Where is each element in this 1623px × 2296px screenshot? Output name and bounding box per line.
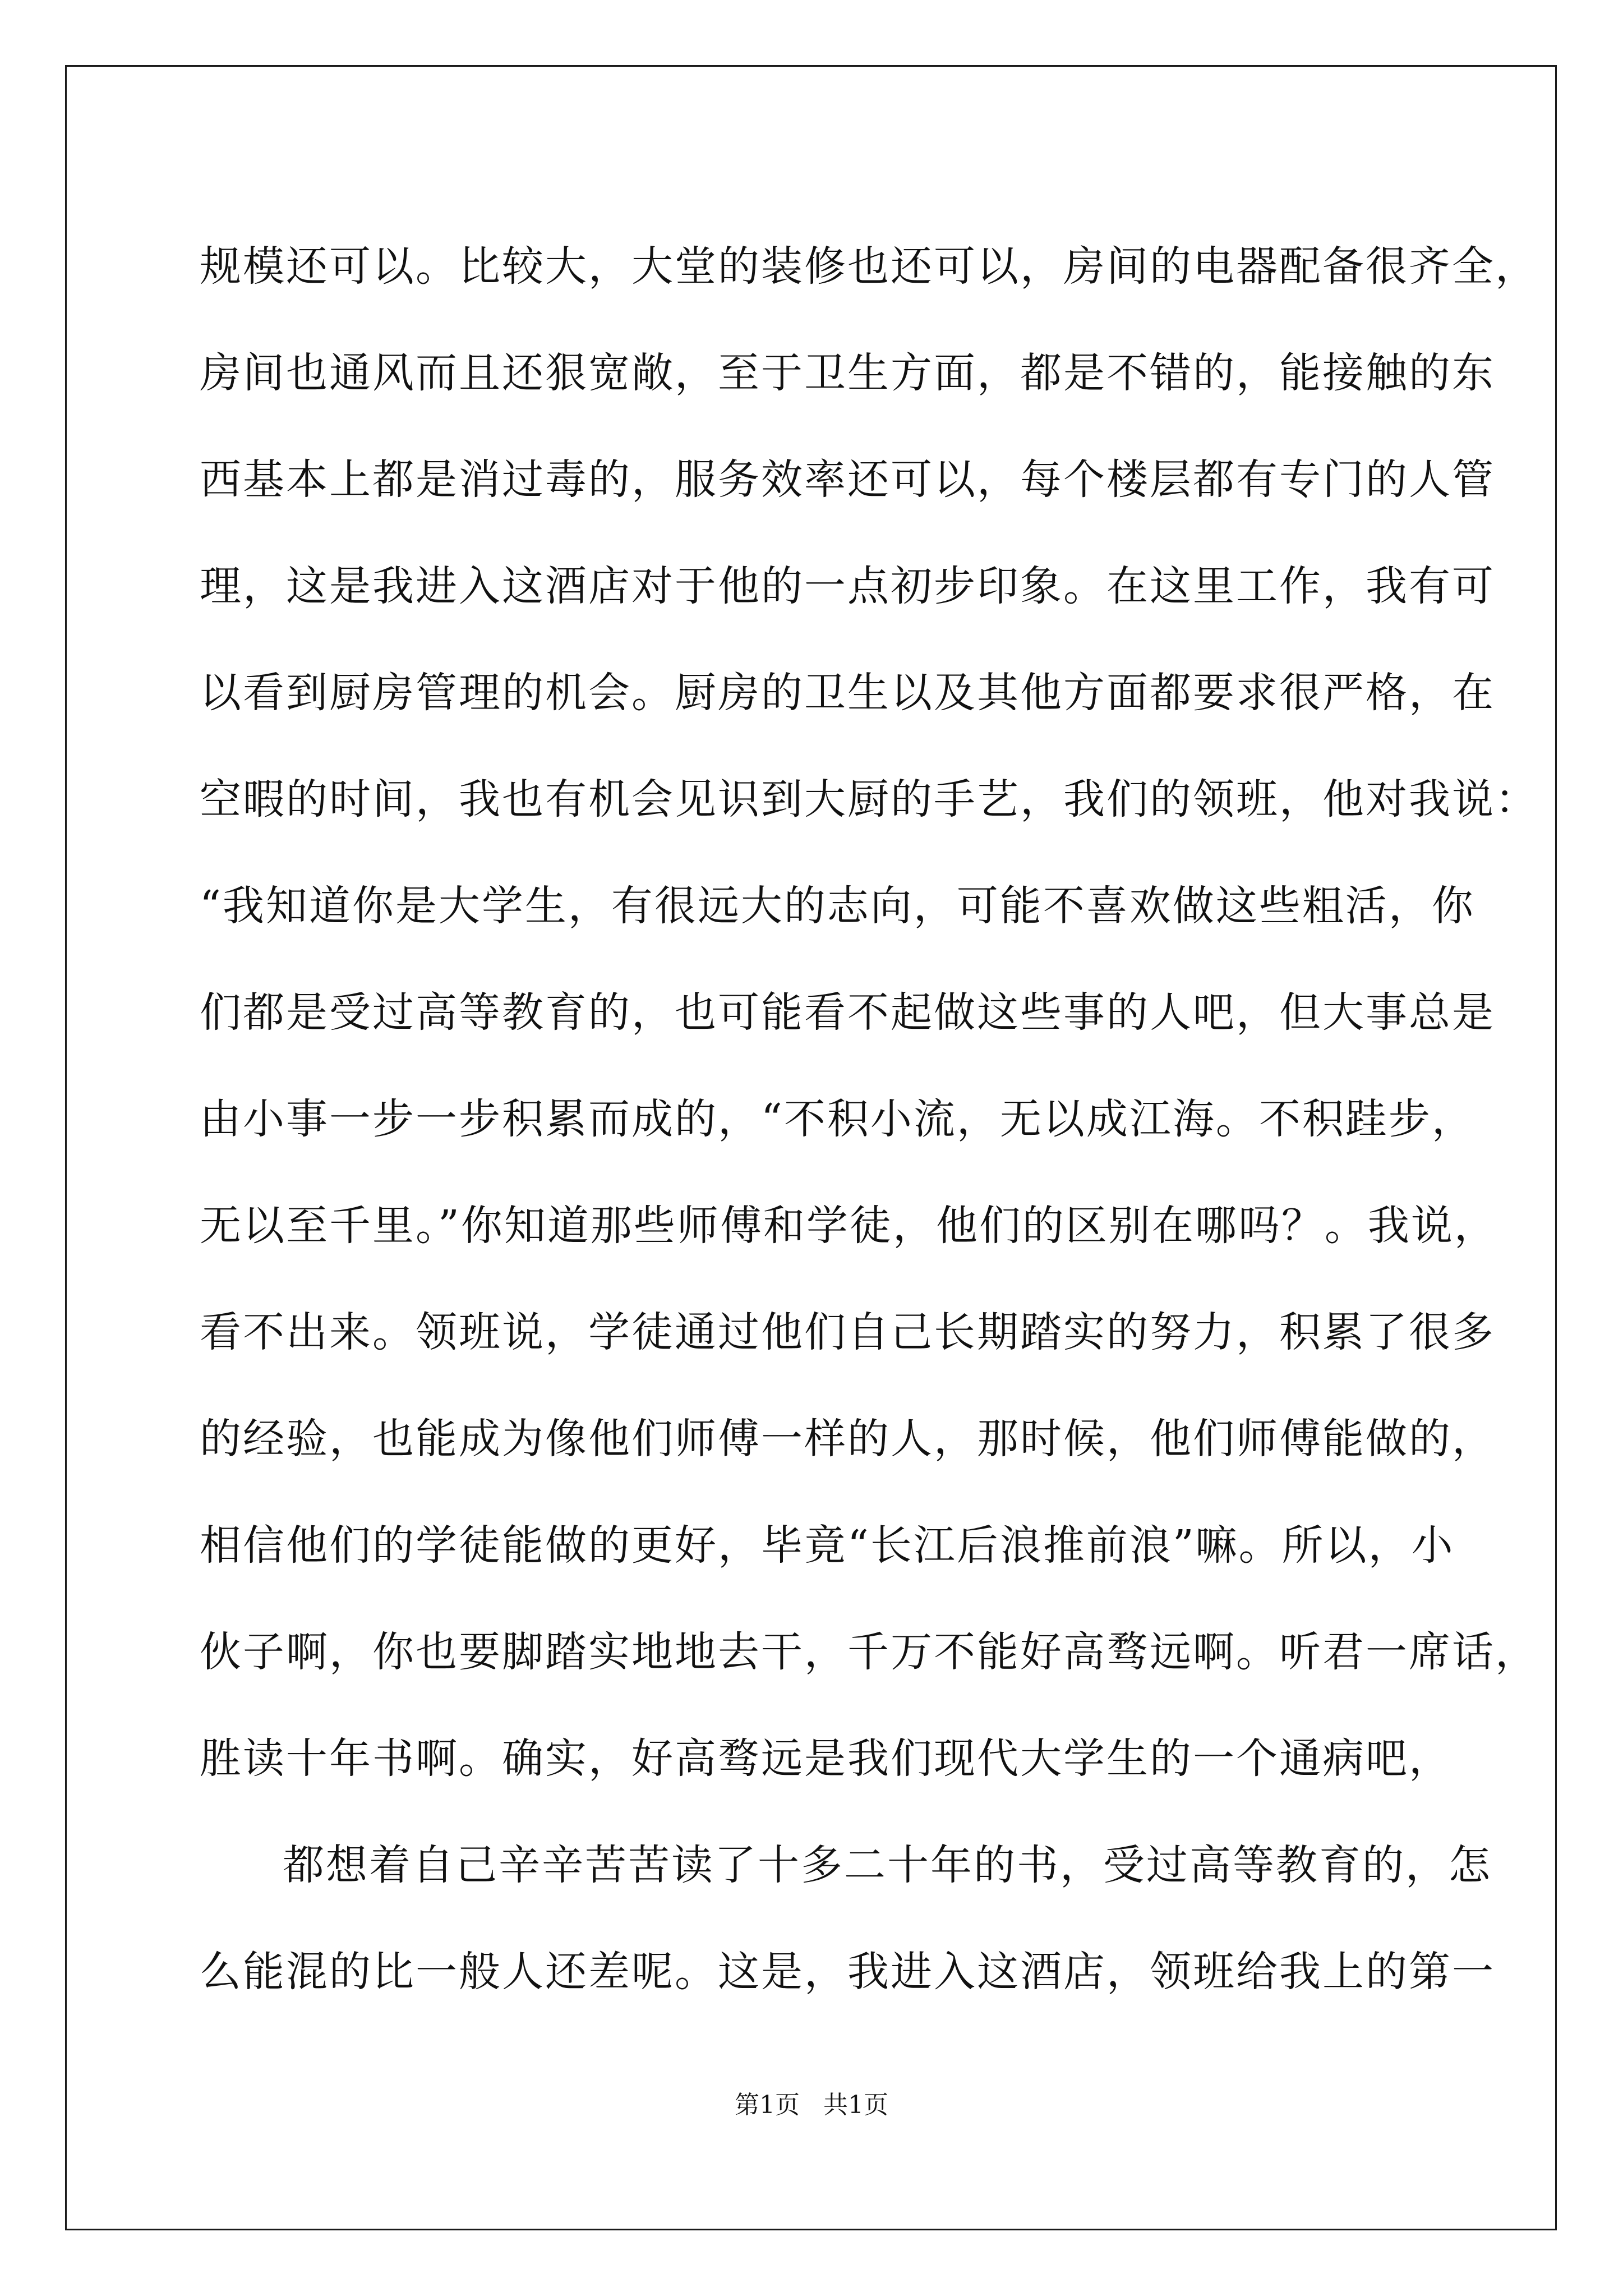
text-line: 看不出来。领班说，学徒通过他们自己长期踏实的努力，积累了很多 xyxy=(200,1308,1495,1356)
text-line: 规模还可以。比较大，大堂的装修也还可以，房间的电器配备很齐全， xyxy=(200,242,1538,291)
text-line: 胜读十年书啊。确实，好高骛远是我们现代大学生的一个通病吧， xyxy=(200,1734,1452,1783)
text-line: 无以至千里。”你知道那些师傅和学徒，他们的区别在哪吗？。我说， xyxy=(200,1202,1497,1250)
text-line: 们都是受过高等教育的，也可能看不起做这些事的人吧，但大事总是 xyxy=(200,988,1495,1037)
text-line: 么能混的比一般人还差呢。这是，我进入这酒店，领班给我上的第一 xyxy=(200,1948,1495,1996)
text-line: 以看到厨房管理的机会。厨房的卫生以及其他方面都要求很严格，在 xyxy=(200,669,1495,717)
text-line: 由小事一步一步积累而成的，“不积小流，无以成江海。不积跬步， xyxy=(200,1095,1475,1143)
page-number-footer: 第1页 共1页 xyxy=(735,2091,888,2119)
text-line: 伙子啊，你也要脚踏实地地去干，千万不能好高骛远啊。听君一席话， xyxy=(200,1628,1538,1676)
paragraph-start-line: 都想着自己辛辛苦苦读了十多二十年的书，受过高等教育的，怎 xyxy=(283,1841,1492,1889)
text-line: “我知道你是大学生，有很远大的志向，可能不喜欢做这些粗活，你 xyxy=(200,882,1475,930)
text-line: 理，这是我进入这酒店对于他的一点初步印象。在这里工作，我有可 xyxy=(200,562,1495,610)
document-body xyxy=(200,213,1538,2025)
text-line: 房间也通风而且还狠宽敞，至于卫生方面，都是不错的，能接触的东 xyxy=(200,349,1495,397)
text-line: 西基本上都是消过毒的，服务效率还可以，每个楼层都有专门的人管 xyxy=(200,455,1495,504)
text-line: 的经验，也能成为像他们师傅一样的人，那时候，他们师傅能做的， xyxy=(200,1415,1495,1463)
text-line: 空暇的时间，我也有机会见识到大厨的手艺，我们的领班，他对我说： xyxy=(200,775,1538,823)
text-line: 相信他们的学徒能做的更好，毕竟“长江后浪推前浪”嘛。所以，小 xyxy=(200,1521,1455,1570)
